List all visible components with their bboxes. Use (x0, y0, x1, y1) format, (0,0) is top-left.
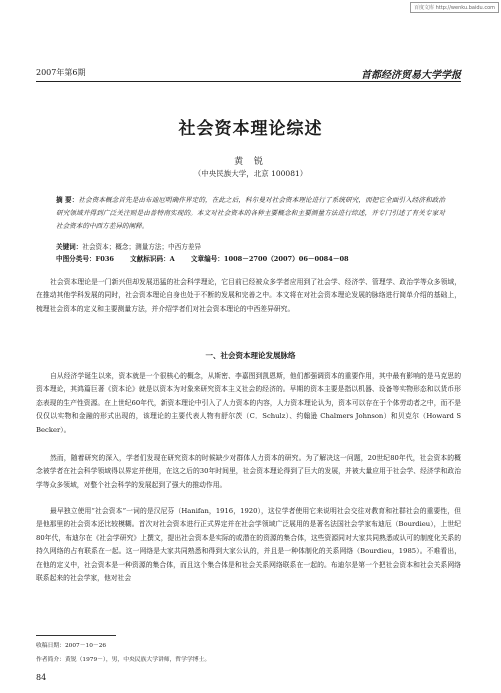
received-date: 收稿日期：2007－10－26 (36, 643, 107, 649)
body-paragraph: 自从经济学诞生以来，资本就是一个很核心的概念，从斯密、李嘉图到凯恩斯，他们都强调资本的重要作用，其中最有影响的是马克思的资本理论，其鸿篇巨著《资本论》就是以资本为对象来研究资本主义社会的经济的。早期的资本主要是指以机器、设备等实物形态和以货币形态表现的生产性资源。在上世纪60年代，新资本理论中引入了人力资本的内容，人力资本理论认为，资本可以存在于个体劳动者之中，而不是仅仅以实物和金融的形式出现的，该理论的主要代表人物有舒尔茨（C．Schulz）、约翰逊 Chalmers Johnson）和贝克尔（Howard S Becker）。 (36, 372, 461, 434)
issue-label: 2007年第6期 (36, 68, 86, 77)
abstract-label: 摘 要： (56, 196, 79, 204)
page-number: 84 (36, 673, 47, 682)
watermark: 百度文库 http://wenku.baidu.com (410, 2, 499, 13)
abstract-text: 社会资本概念首先是由布迪厄明确作界定的，在此之后，科尔曼对社会资本理论进行了系统研究，而把它全面引入经济和政治研究领域并得到广泛关注则是由普特南实现的。本文对社会资本的各种主要概念和主要测量方法进行综述，并专门引述了有关专家对社会资本的中西方差异的阐释。 (56, 196, 446, 230)
keywords-text: 社会资本；概念；测量方法；中西方差异 (82, 243, 202, 251)
section-heading: 一、社会资本理论发展脉络 (205, 351, 296, 360)
author-bio: 作者简介：黄锐（1979－），男，中央民族大学讲师，哲学学博士。 (36, 657, 211, 663)
footnote-rule (36, 635, 116, 636)
running-header (36, 66, 461, 80)
body-paragraph: 然而，随着研究的深入，学者们发现在研究资本的时候缺少对群体人力资本的研究。为了解决这一问题，20世纪80年代，社会资本的概念被学者在社会科学领域得以界定并使用，在这之后的30年时间里，社会资本理论得到了巨大的发展，并被大量应用于社会学、经济学和政治学等众多领域，对整个社会科学的发展起到了强大的推动作用。 (36, 454, 461, 489)
body-paragraph: 最早独立使用“社会资本”一词的是汉尼芬（Hanifan，1916，1920），这位学者使用它来说明社会交往对教育和社群社会的重要性，但是他那里的社会资本还比较模糊。首次对社会资本进行正式界定并在社会学领域广泛展用的是著名法国社会学家布迪厄（Bourdieu），上世纪80年代，布迪尔在《社会学研究》上撰文，提出社会资本是实际的或潜在的资源的集合体，这些资源同对大家共同熟悉或认可的制度化关系的持久网络的占有联系在一起。这一网络是大家共同熟悉和得到大家公认的，并且是一种体制化的关系网络（Bourdieu，1985）。不难看出，在他的定义中，社会资本是一种资源的集合体，而且这个集合体是和社会关系网络联系在一起的。布迪尔是第一个把社会资本和社会关系网络联系起来的社会学家，他对社会 (36, 507, 461, 583)
article-title: 社会资本理论综述 (178, 119, 323, 139)
journal-name: 首都经济贸易大学学报 (361, 70, 461, 81)
classification-code: 中图分类号：F036 (56, 255, 115, 263)
author-affiliation: （中央民族大学，北京 100081） (193, 169, 308, 178)
abstract (56, 194, 445, 233)
header-rule (36, 81, 461, 82)
article-number: 文章编号：1008－2700（2007）06－0084－08 (190, 255, 349, 263)
classification-line (56, 253, 445, 265)
keywords-label: 关键词： (56, 243, 83, 251)
article-author: 黄 锐 (234, 157, 267, 167)
keywords (56, 241, 445, 253)
document-code: 文献标识码：A (130, 255, 175, 263)
intro-paragraph: 社会资本理论是一门新兴但却发展迅猛的社会科学理论，它目前已经被众多学者应用到了社会学、经济学、管理学、政治学等众多领域，在推动其他学科发展的同时，社会资本理论自身也处于不断的发展和完善之中。本文将在对社会资本理论发展的脉络进行简单介绍的基础上，梳理社会资本的定义和主要测量方法，并介绍学者们对社会资本理论的中西差异研究。 (36, 278, 461, 313)
